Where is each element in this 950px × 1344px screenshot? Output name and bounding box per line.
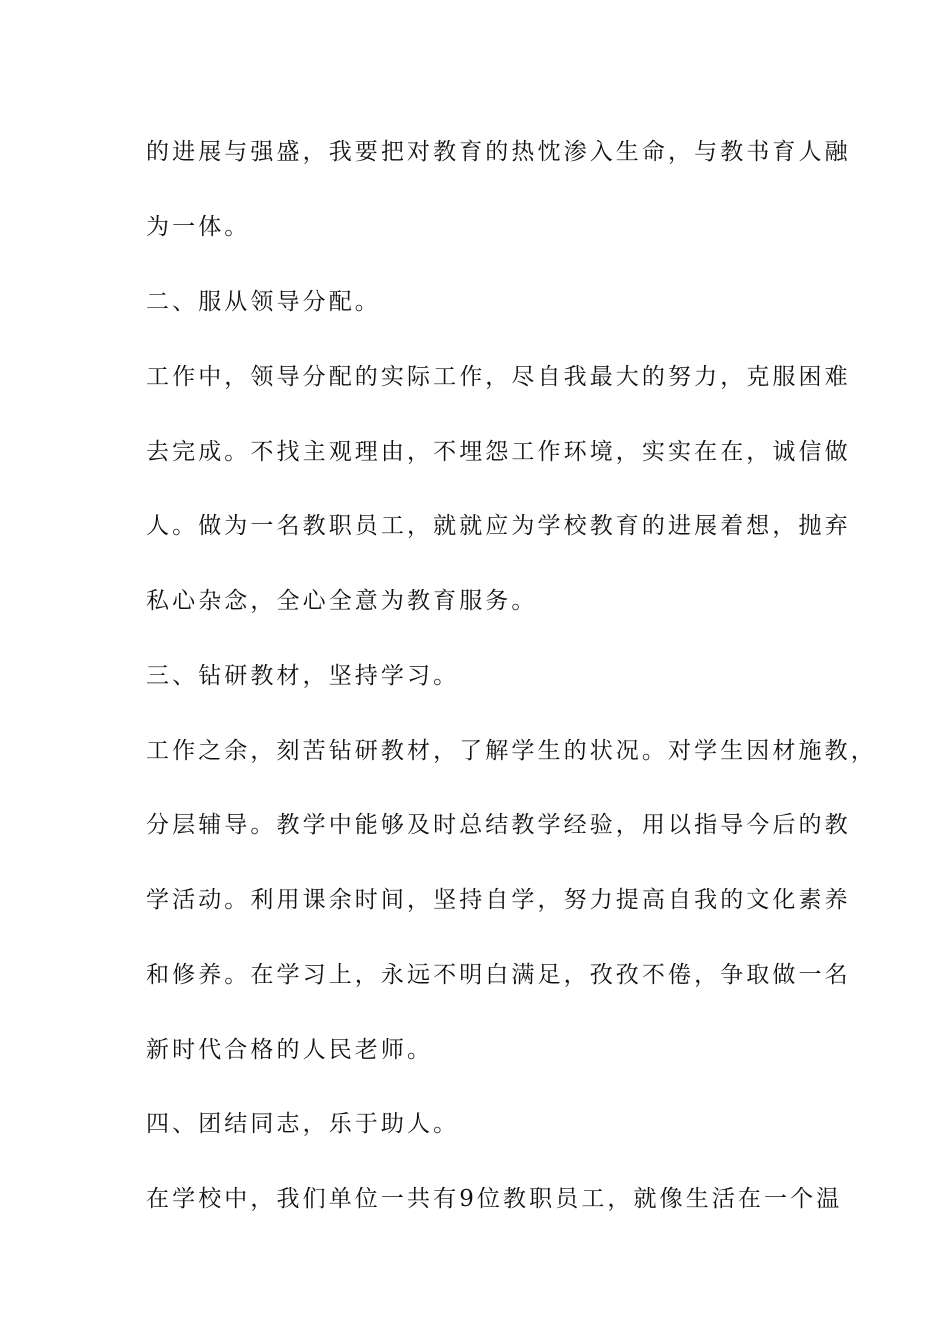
body-text-line: 为一体。: [146, 214, 251, 240]
body-text-line: 和修养。在学习上，永远不明白满足，孜孜不倦，争取做一名: [146, 962, 851, 988]
section-heading: 二、服从领导分配。: [146, 289, 381, 315]
body-text-line: 在学校中，我们单位一共有9位教职员工，就像生活在一个温: [146, 1186, 843, 1212]
body-text-line: 人。做为一名教职员工，就就应为学校教育的进展着想，抛弃: [146, 513, 851, 539]
body-text-line: 私心杂念，全心全意为教育服务。: [146, 588, 538, 614]
section-heading: 三、钻研教材，坚持学习。: [146, 663, 460, 689]
body-text-line: 学活动。利用课余时间，坚持自学，努力提高自我的文化素养: [146, 887, 851, 913]
body-text-line: 工作中，领导分配的实际工作，尽自我最大的努力，克服困难: [146, 364, 851, 390]
section-heading: 四、团结同志，乐于助人。: [146, 1111, 460, 1137]
body-text-line: 工作之余，刻苦钻研教材，了解学生的状况。对学生因材施教，: [146, 738, 877, 764]
body-text-line: 去完成。不找主观理由，不埋怨工作环境，实实在在，诚信做: [146, 439, 851, 465]
body-text-line: 新时代合格的人民老师。: [146, 1037, 434, 1063]
body-text-line: 分层辅导。教学中能够及时总结教学经验，用以指导今后的教: [146, 812, 851, 838]
body-text-line: 的进展与强盛，我要把对教育的热忱渗入生命，与教书育人融: [146, 139, 851, 165]
